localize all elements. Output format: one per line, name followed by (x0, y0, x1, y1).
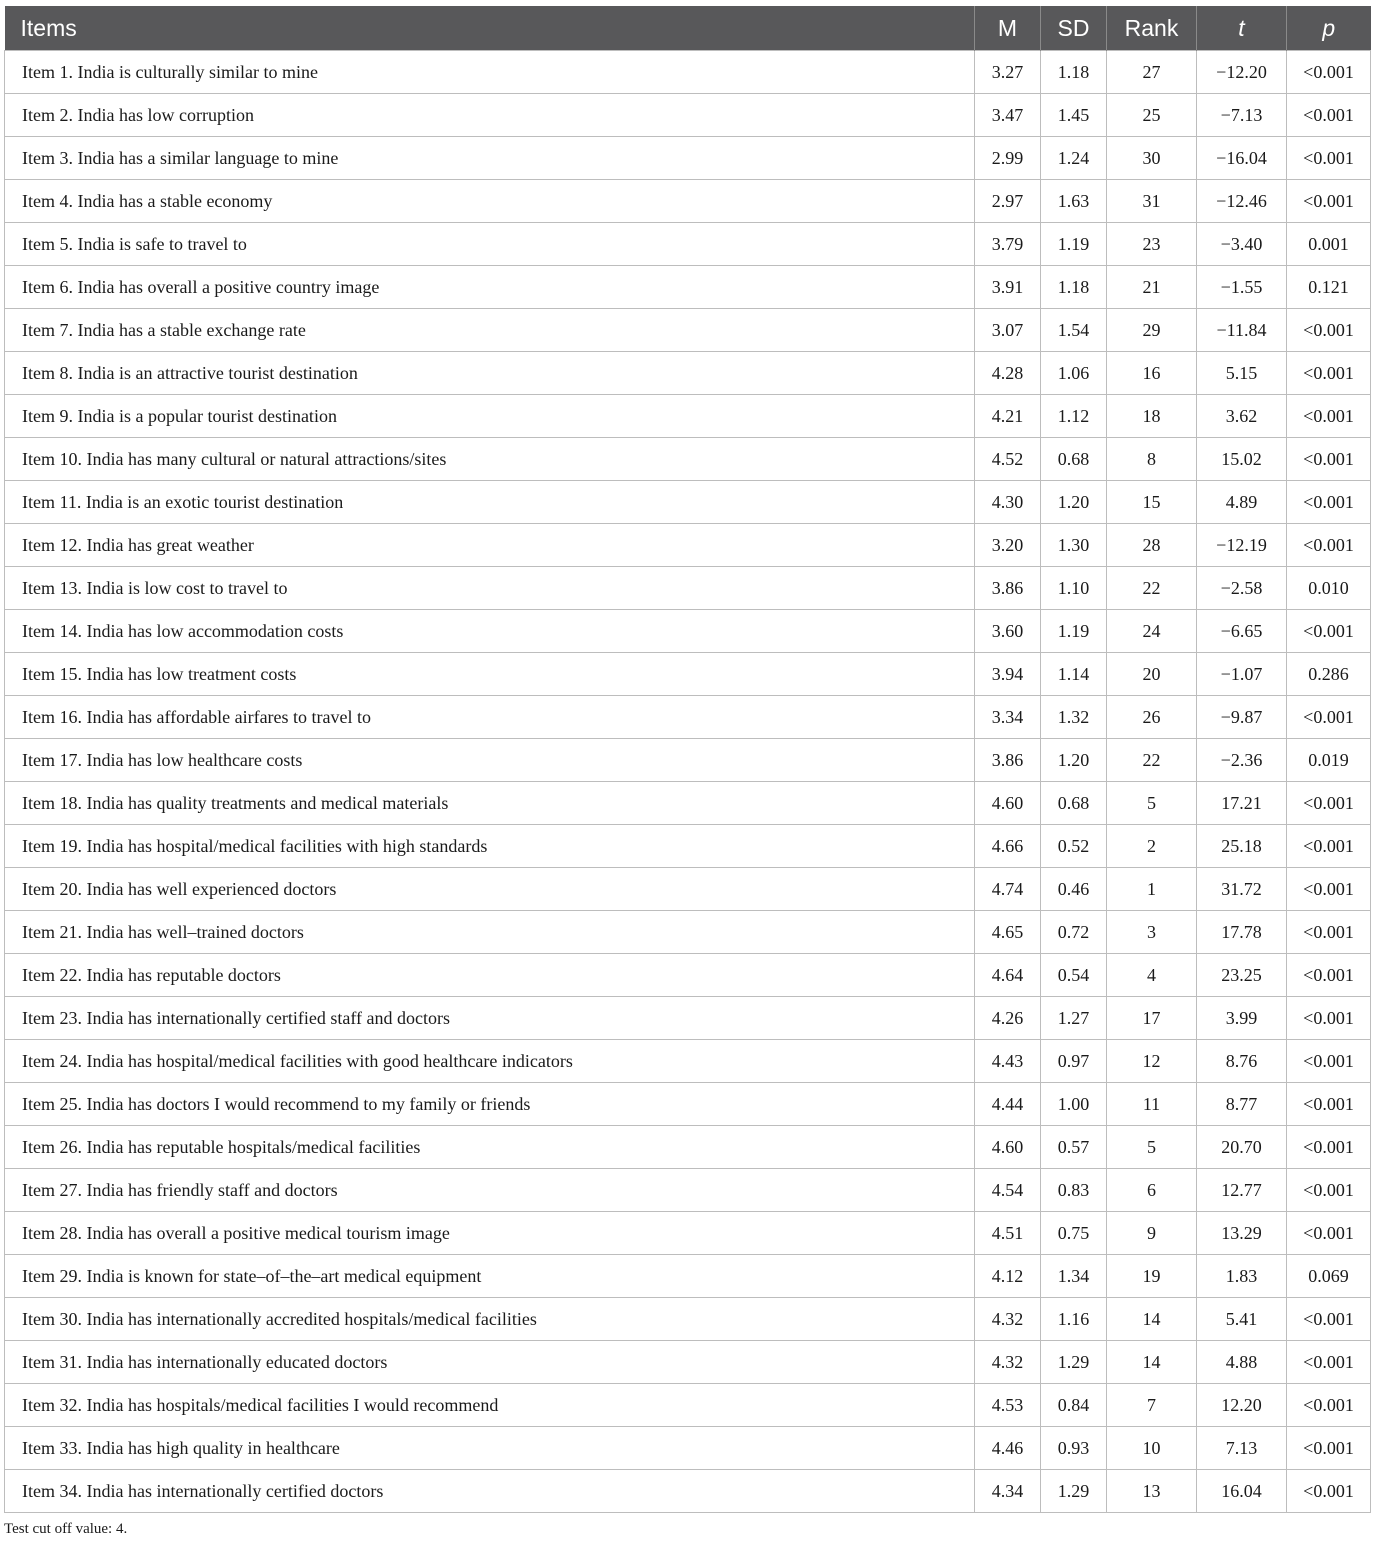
p-cell: 0.121 (1287, 266, 1371, 309)
p-cell: 0.019 (1287, 739, 1371, 782)
t-cell: −12.19 (1197, 524, 1287, 567)
rank-cell: 10 (1107, 1427, 1197, 1470)
sd-cell: 0.68 (1041, 782, 1107, 825)
p-cell: <0.001 (1287, 51, 1371, 94)
table-row (5, 610, 1371, 653)
rank-cell: 14 (1107, 1298, 1197, 1341)
table-body (5, 51, 1371, 1513)
sd-cell: 0.46 (1041, 868, 1107, 911)
t-cell: 31.72 (1197, 868, 1287, 911)
sd-cell: 1.32 (1041, 696, 1107, 739)
table-row (5, 1083, 1371, 1126)
sd-cell: 0.83 (1041, 1169, 1107, 1212)
sd-cell: 0.52 (1041, 825, 1107, 868)
rank-cell: 5 (1107, 1126, 1197, 1169)
t-cell: 13.29 (1197, 1212, 1287, 1255)
mean-cell: 3.86 (975, 739, 1041, 782)
mean-cell: 4.46 (975, 1427, 1041, 1470)
item-cell: Item 14. India has low accommodation costs (5, 610, 975, 653)
t-cell: −1.55 (1197, 266, 1287, 309)
t-cell: 5.41 (1197, 1298, 1287, 1341)
mean-cell: 4.32 (975, 1298, 1041, 1341)
p-cell: <0.001 (1287, 524, 1371, 567)
sd-cell: 1.06 (1041, 352, 1107, 395)
item-cell: Item 24. India has hospital/medical facilities with good healthcare indicators (5, 1040, 975, 1083)
table-row (5, 180, 1371, 223)
item-cell: Item 20. India has well experienced doctors (5, 868, 975, 911)
mean-cell: 4.64 (975, 954, 1041, 997)
sd-cell: 1.20 (1041, 739, 1107, 782)
rank-cell: 25 (1107, 94, 1197, 137)
mean-cell: 3.07 (975, 309, 1041, 352)
p-cell: <0.001 (1287, 1384, 1371, 1427)
rank-cell: 27 (1107, 51, 1197, 94)
sd-cell: 0.54 (1041, 954, 1107, 997)
p-cell: 0.286 (1287, 653, 1371, 696)
p-cell: 0.010 (1287, 567, 1371, 610)
t-cell: −2.36 (1197, 739, 1287, 782)
item-cell: Item 3. India has a similar language to mine (5, 137, 975, 180)
p-cell: <0.001 (1287, 782, 1371, 825)
t-cell: −2.58 (1197, 567, 1287, 610)
table-row (5, 739, 1371, 782)
mean-cell: 4.44 (975, 1083, 1041, 1126)
rank-cell: 3 (1107, 911, 1197, 954)
mean-cell: 4.52 (975, 438, 1041, 481)
table-row (5, 395, 1371, 438)
results-table-container (4, 6, 1370, 1513)
table-row (5, 1255, 1371, 1298)
item-cell: Item 33. India has high quality in healthcare (5, 1427, 975, 1470)
sd-cell: 1.34 (1041, 1255, 1107, 1298)
table-row (5, 137, 1371, 180)
mean-cell: 4.43 (975, 1040, 1041, 1083)
table-row (5, 1212, 1371, 1255)
header-sd: SD (1041, 6, 1107, 51)
sd-cell: 1.27 (1041, 997, 1107, 1040)
sd-cell: 1.45 (1041, 94, 1107, 137)
item-cell: Item 17. India has low healthcare costs (5, 739, 975, 782)
item-cell: Item 34. India has internationally certified doctors (5, 1470, 975, 1513)
mean-cell: 3.47 (975, 94, 1041, 137)
t-cell: 4.88 (1197, 1341, 1287, 1384)
rank-cell: 7 (1107, 1384, 1197, 1427)
sd-cell: 1.14 (1041, 653, 1107, 696)
table-row (5, 51, 1371, 94)
p-cell: <0.001 (1287, 395, 1371, 438)
rank-cell: 22 (1107, 739, 1197, 782)
header-row (5, 6, 1371, 51)
mean-cell: 4.28 (975, 352, 1041, 395)
p-cell: 0.001 (1287, 223, 1371, 266)
sd-cell: 0.68 (1041, 438, 1107, 481)
table-row (5, 782, 1371, 825)
mean-cell: 4.60 (975, 782, 1041, 825)
sd-cell: 1.29 (1041, 1470, 1107, 1513)
sd-cell: 1.19 (1041, 610, 1107, 653)
sd-cell: 1.20 (1041, 481, 1107, 524)
t-cell: 25.18 (1197, 825, 1287, 868)
rank-cell: 13 (1107, 1470, 1197, 1513)
sd-cell: 1.18 (1041, 266, 1107, 309)
rank-cell: 28 (1107, 524, 1197, 567)
t-cell: −6.65 (1197, 610, 1287, 653)
header-rank: Rank (1107, 6, 1197, 51)
t-cell: −1.07 (1197, 653, 1287, 696)
t-cell: −12.46 (1197, 180, 1287, 223)
mean-cell: 4.66 (975, 825, 1041, 868)
header-items: Items (5, 6, 975, 51)
t-cell: 4.89 (1197, 481, 1287, 524)
sd-cell: 0.75 (1041, 1212, 1107, 1255)
item-cell: Item 11. India is an exotic tourist destination (5, 481, 975, 524)
t-cell: −11.84 (1197, 309, 1287, 352)
rank-cell: 15 (1107, 481, 1197, 524)
p-cell: <0.001 (1287, 180, 1371, 223)
table-row (5, 1298, 1371, 1341)
sd-cell: 1.16 (1041, 1298, 1107, 1341)
table-row (5, 954, 1371, 997)
table-row (5, 1040, 1371, 1083)
mean-cell: 2.99 (975, 137, 1041, 180)
item-cell: Item 2. India has low corruption (5, 94, 975, 137)
item-cell: Item 31. India has internationally educated doctors (5, 1341, 975, 1384)
item-cell: Item 21. India has well–trained doctors (5, 911, 975, 954)
table-row (5, 223, 1371, 266)
mean-cell: 3.91 (975, 266, 1041, 309)
p-cell: <0.001 (1287, 997, 1371, 1040)
table-row (5, 309, 1371, 352)
mean-cell: 4.74 (975, 868, 1041, 911)
table-row (5, 94, 1371, 137)
mean-cell: 4.51 (975, 1212, 1041, 1255)
p-cell: <0.001 (1287, 352, 1371, 395)
sd-cell: 1.12 (1041, 395, 1107, 438)
mean-cell: 4.30 (975, 481, 1041, 524)
table-row (5, 1470, 1371, 1513)
t-cell: 1.83 (1197, 1255, 1287, 1298)
rank-cell: 30 (1107, 137, 1197, 180)
t-cell: 15.02 (1197, 438, 1287, 481)
item-cell: Item 32. India has hospitals/medical facilities I would recommend (5, 1384, 975, 1427)
t-cell: −12.20 (1197, 51, 1287, 94)
rank-cell: 22 (1107, 567, 1197, 610)
item-cell: Item 4. India has a stable economy (5, 180, 975, 223)
item-cell: Item 29. India is known for state–of–the–art medical equipment (5, 1255, 975, 1298)
rank-cell: 23 (1107, 223, 1197, 266)
rank-cell: 6 (1107, 1169, 1197, 1212)
p-cell: <0.001 (1287, 954, 1371, 997)
table-row (5, 438, 1371, 481)
mean-cell: 4.26 (975, 997, 1041, 1040)
p-cell: <0.001 (1287, 610, 1371, 653)
table-row (5, 653, 1371, 696)
sd-cell: 1.18 (1041, 51, 1107, 94)
t-cell: 3.62 (1197, 395, 1287, 438)
rank-cell: 4 (1107, 954, 1197, 997)
rank-cell: 21 (1107, 266, 1197, 309)
item-cell: Item 23. India has internationally certified staff and doctors (5, 997, 975, 1040)
item-cell: Item 19. India has hospital/medical facilities with high standards (5, 825, 975, 868)
mean-cell: 4.54 (975, 1169, 1041, 1212)
table-row (5, 352, 1371, 395)
p-cell: <0.001 (1287, 825, 1371, 868)
p-cell: <0.001 (1287, 481, 1371, 524)
t-cell: 17.21 (1197, 782, 1287, 825)
mean-cell: 4.65 (975, 911, 1041, 954)
item-cell: Item 13. India is low cost to travel to (5, 567, 975, 610)
sd-cell: 1.24 (1041, 137, 1107, 180)
rank-cell: 31 (1107, 180, 1197, 223)
t-cell: −7.13 (1197, 94, 1287, 137)
rank-cell: 11 (1107, 1083, 1197, 1126)
item-cell: Item 5. India is safe to travel to (5, 223, 975, 266)
item-cell: Item 8. India is an attractive tourist destination (5, 352, 975, 395)
mean-cell: 4.34 (975, 1470, 1041, 1513)
sd-cell: 0.93 (1041, 1427, 1107, 1470)
t-cell: −9.87 (1197, 696, 1287, 739)
rank-cell: 9 (1107, 1212, 1197, 1255)
t-cell: 17.78 (1197, 911, 1287, 954)
rank-cell: 29 (1107, 309, 1197, 352)
mean-cell: 3.27 (975, 51, 1041, 94)
p-cell: <0.001 (1287, 1083, 1371, 1126)
item-cell: Item 22. India has reputable doctors (5, 954, 975, 997)
mean-cell: 3.79 (975, 223, 1041, 266)
mean-cell: 2.97 (975, 180, 1041, 223)
t-cell: −3.40 (1197, 223, 1287, 266)
table-row (5, 696, 1371, 739)
rank-cell: 20 (1107, 653, 1197, 696)
p-cell: <0.001 (1287, 438, 1371, 481)
table-row (5, 1169, 1371, 1212)
header-t: t (1197, 6, 1287, 51)
item-cell: Item 15. India has low treatment costs (5, 653, 975, 696)
item-cell: Item 16. India has affordable airfares to travel to (5, 696, 975, 739)
item-cell: Item 1. India is culturally similar to mine (5, 51, 975, 94)
mean-cell: 3.60 (975, 610, 1041, 653)
p-cell: <0.001 (1287, 94, 1371, 137)
rank-cell: 26 (1107, 696, 1197, 739)
table-row (5, 266, 1371, 309)
item-cell: Item 26. India has reputable hospitals/medical facilities (5, 1126, 975, 1169)
sd-cell: 1.00 (1041, 1083, 1107, 1126)
p-cell: <0.001 (1287, 1126, 1371, 1169)
sd-cell: 1.54 (1041, 309, 1107, 352)
t-cell: 16.04 (1197, 1470, 1287, 1513)
table-row (5, 1427, 1371, 1470)
p-cell: <0.001 (1287, 309, 1371, 352)
item-cell: Item 25. India has doctors I would recommend to my family or friends (5, 1083, 975, 1126)
mean-cell: 3.20 (975, 524, 1041, 567)
mean-cell: 3.94 (975, 653, 1041, 696)
t-cell: 5.15 (1197, 352, 1287, 395)
p-cell: <0.001 (1287, 137, 1371, 180)
table-row (5, 868, 1371, 911)
rank-cell: 12 (1107, 1040, 1197, 1083)
sd-cell: 0.97 (1041, 1040, 1107, 1083)
header-mean: M (975, 6, 1041, 51)
t-cell: 8.76 (1197, 1040, 1287, 1083)
mean-cell: 4.53 (975, 1384, 1041, 1427)
mean-cell: 4.32 (975, 1341, 1041, 1384)
table-row (5, 911, 1371, 954)
mean-cell: 4.21 (975, 395, 1041, 438)
p-cell: 0.069 (1287, 1255, 1371, 1298)
rank-cell: 24 (1107, 610, 1197, 653)
sd-cell: 1.30 (1041, 524, 1107, 567)
sd-cell: 0.72 (1041, 911, 1107, 954)
rank-cell: 17 (1107, 997, 1197, 1040)
sd-cell: 0.57 (1041, 1126, 1107, 1169)
t-cell: 3.99 (1197, 997, 1287, 1040)
table-header (5, 6, 1371, 51)
p-cell: <0.001 (1287, 696, 1371, 739)
sd-cell: 1.19 (1041, 223, 1107, 266)
p-cell: <0.001 (1287, 911, 1371, 954)
sd-cell: 0.84 (1041, 1384, 1107, 1427)
mean-cell: 3.34 (975, 696, 1041, 739)
t-cell: 8.77 (1197, 1083, 1287, 1126)
table-row (5, 1384, 1371, 1427)
rank-cell: 8 (1107, 438, 1197, 481)
p-cell: <0.001 (1287, 1470, 1371, 1513)
p-cell: <0.001 (1287, 1341, 1371, 1384)
mean-cell: 4.60 (975, 1126, 1041, 1169)
item-cell: Item 7. India has a stable exchange rate (5, 309, 975, 352)
t-cell: 7.13 (1197, 1427, 1287, 1470)
item-cell: Item 10. India has many cultural or natural attractions/sites (5, 438, 975, 481)
t-cell: 12.20 (1197, 1384, 1287, 1427)
table-row (5, 825, 1371, 868)
item-cell: Item 27. India has friendly staff and doctors (5, 1169, 975, 1212)
p-cell: <0.001 (1287, 868, 1371, 911)
item-cell: Item 18. India has quality treatments and medical materials (5, 782, 975, 825)
t-cell: 12.77 (1197, 1169, 1287, 1212)
results-table (4, 6, 1371, 1513)
t-cell: −16.04 (1197, 137, 1287, 180)
item-cell: Item 28. India has overall a positive medical tourism image (5, 1212, 975, 1255)
table-row (5, 1341, 1371, 1384)
rank-cell: 19 (1107, 1255, 1197, 1298)
rank-cell: 5 (1107, 782, 1197, 825)
table-row (5, 997, 1371, 1040)
rank-cell: 2 (1107, 825, 1197, 868)
rank-cell: 18 (1107, 395, 1197, 438)
item-cell: Item 30. India has internationally accredited hospitals/medical facilities (5, 1298, 975, 1341)
header-p: p (1287, 6, 1371, 51)
mean-cell: 3.86 (975, 567, 1041, 610)
rank-cell: 1 (1107, 868, 1197, 911)
p-cell: <0.001 (1287, 1212, 1371, 1255)
p-cell: <0.001 (1287, 1427, 1371, 1470)
rank-cell: 14 (1107, 1341, 1197, 1384)
sd-cell: 1.29 (1041, 1341, 1107, 1384)
table-row (5, 1126, 1371, 1169)
t-cell: 20.70 (1197, 1126, 1287, 1169)
footnote: Test cut off value: 4. (4, 1521, 128, 1537)
table-row (5, 481, 1371, 524)
sd-cell: 1.63 (1041, 180, 1107, 223)
item-cell: Item 12. India has great weather (5, 524, 975, 567)
table-row (5, 524, 1371, 567)
mean-cell: 4.12 (975, 1255, 1041, 1298)
table-row (5, 567, 1371, 610)
rank-cell: 16 (1107, 352, 1197, 395)
p-cell: <0.001 (1287, 1298, 1371, 1341)
p-cell: <0.001 (1287, 1040, 1371, 1083)
sd-cell: 1.10 (1041, 567, 1107, 610)
item-cell: Item 9. India is a popular tourist destination (5, 395, 975, 438)
item-cell: Item 6. India has overall a positive country image (5, 266, 975, 309)
t-cell: 23.25 (1197, 954, 1287, 997)
p-cell: <0.001 (1287, 1169, 1371, 1212)
